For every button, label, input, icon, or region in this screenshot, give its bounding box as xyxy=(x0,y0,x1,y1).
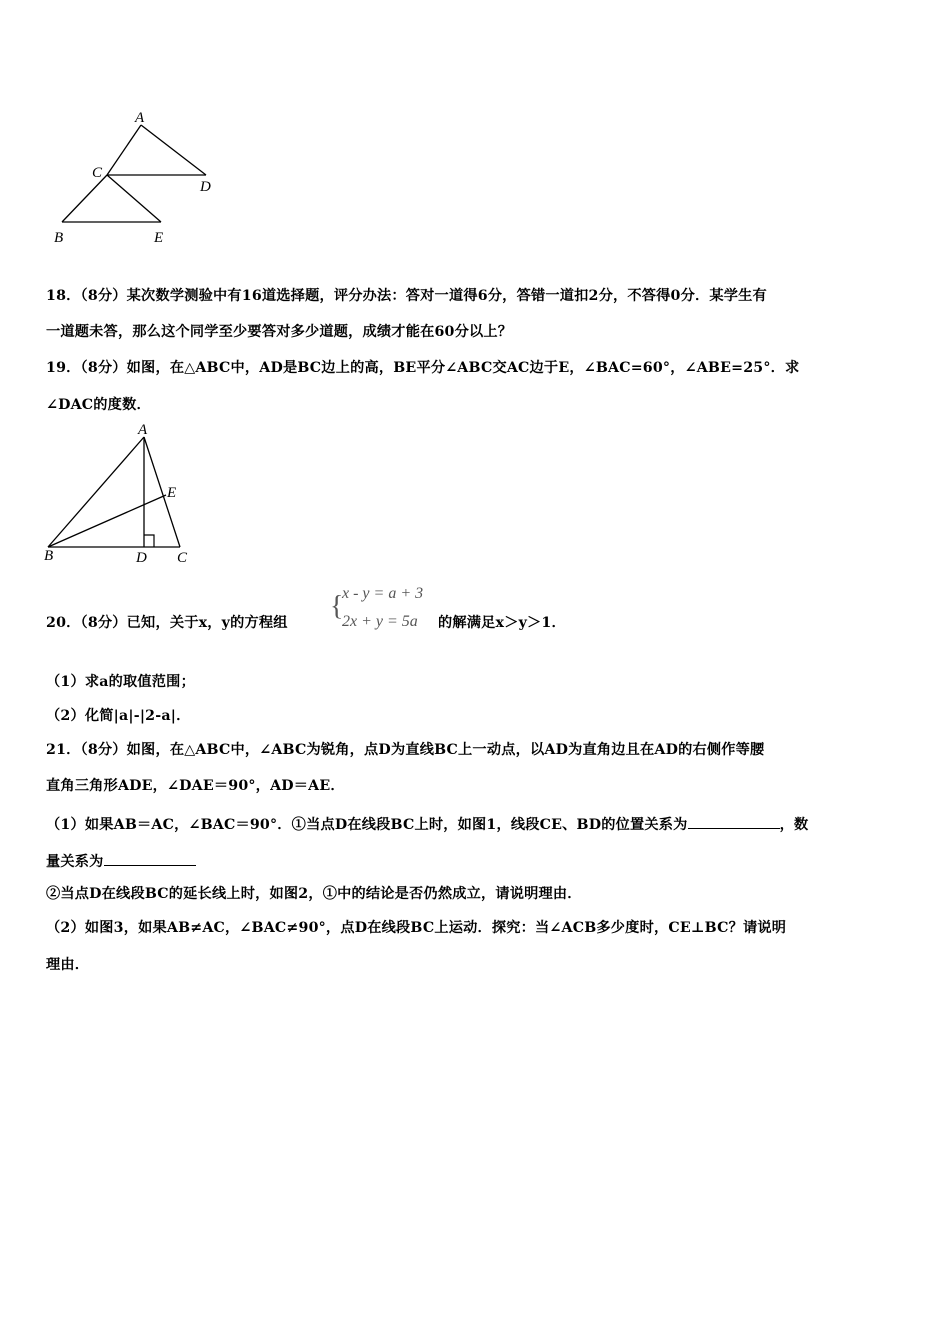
segment-cb xyxy=(62,175,107,222)
label-e: E xyxy=(167,485,177,501)
equation-1: x - y = a + 3 xyxy=(342,585,424,602)
segment-ce xyxy=(107,175,161,222)
q21-line-1: 21．（8分）如图，在△ABC中，∠ABC为锐角，点D为直线BC上一动点，以AD为直角边且在AD的右侧作等腰 xyxy=(46,742,765,758)
segment-ac xyxy=(107,125,141,175)
q21-line-4 xyxy=(46,849,196,872)
segment-ab xyxy=(48,437,144,547)
q20-prefix: 20．（8分）已知，关于x，y的方程组 xyxy=(46,615,288,631)
q18-line-2: 一道题未答，那么这个同学至少要答对多少道题，成绩才能在60分以上？ xyxy=(46,324,513,340)
brace-icon: { xyxy=(330,591,344,622)
q19-line-2: ∠DAC的度数． xyxy=(46,397,151,413)
q21-line-4-text: 量关系为 xyxy=(46,854,104,870)
segment-ad xyxy=(141,125,206,175)
equation-system xyxy=(330,585,440,637)
q20-suffix: 的解满足x＞y＞1． xyxy=(438,615,566,631)
label-c: C xyxy=(177,550,188,566)
equation-2: 2x + y = 5a xyxy=(342,613,418,630)
answer-blank-quantity[interactable] xyxy=(104,849,196,866)
label-a: A xyxy=(138,422,148,438)
label-c: C xyxy=(92,165,103,181)
q21-line-7: 理由． xyxy=(46,957,90,973)
figure-triangles-1 xyxy=(48,108,228,250)
label-b: B xyxy=(54,230,64,246)
q19-line-1: 19．（8分）如图，在△ABC中，AD是BC边上的高，BE平分∠ABC交AC边于E，∠BAC=60°，∠ABE=25°．求 xyxy=(46,360,800,376)
label-e: E xyxy=(154,230,164,246)
q20-part-2: （2）化简|a|-|2-a|． xyxy=(46,708,191,724)
q21-line-6: （2）如图3，如果AB≠AC，∠BAC≠90°，点D在线段BC上运动．探究：当∠ACB多少度时，CE⊥BC？请说明 xyxy=(46,920,787,936)
label-d: D xyxy=(200,179,211,195)
q21-line-2: 直角三角形ADE，∠DAE＝90°，AD＝AE． xyxy=(46,778,345,794)
q18-line-1: 18．（8分）某次数学测验中有16道选择题，评分办法：答对一道得6分，答错一道扣2分，不答得0分．某学生有 xyxy=(46,288,767,304)
q21-line-5: ②当点D在线段BC的延长线上时，如图2，①中的结论是否仍然成立，请说明理由． xyxy=(46,886,582,902)
q20-part-1: （1）求a的取值范围； xyxy=(46,674,195,690)
figure-triangle-2 xyxy=(40,420,200,568)
label-a: A xyxy=(135,110,145,126)
segment-be xyxy=(48,495,166,547)
q21-line-3 xyxy=(46,812,808,835)
answer-blank-position[interactable] xyxy=(688,812,780,829)
label-b: B xyxy=(44,548,54,564)
q21-line-3-text: （1）如果AB＝AC，∠BAC＝90°．①当点D在线段BC上时，如图1，线段CE、BD的位置关系为 xyxy=(46,817,688,833)
label-d: D xyxy=(136,550,147,566)
right-angle-mark xyxy=(144,535,154,547)
q21-line-3-tail: ，数 xyxy=(779,817,809,833)
